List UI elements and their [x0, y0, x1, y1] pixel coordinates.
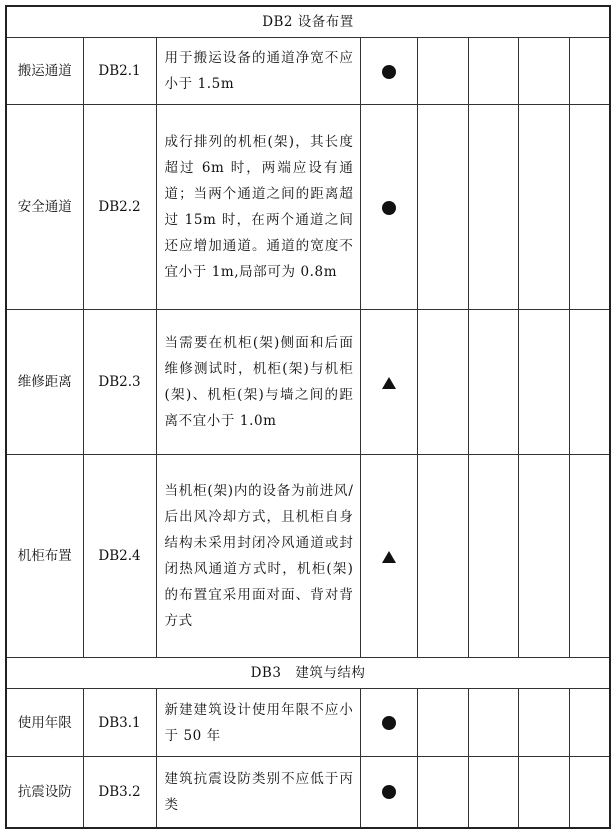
- empty-check-cell: [518, 38, 569, 105]
- section-title: DB2 设备布置: [6, 6, 610, 38]
- empty-check-cell: [569, 38, 610, 105]
- empty-check-cell: [569, 757, 610, 828]
- empty-check-cell: [468, 455, 518, 658]
- table-row: [6, 310, 610, 455]
- section-header-row: [6, 658, 610, 689]
- requirement-mark-cell: [360, 455, 417, 658]
- table-row: [6, 757, 610, 828]
- section-header-row: [6, 6, 610, 38]
- filled-circle-icon: [382, 785, 396, 799]
- document-page: [5, 5, 609, 830]
- requirement-mark-cell: [360, 689, 417, 757]
- empty-check-cell: [417, 38, 468, 105]
- item-code: DB2.3: [83, 310, 156, 455]
- empty-check-cell: [569, 689, 610, 757]
- requirements-table: [5, 5, 611, 829]
- item-description: 新建建筑设计使用年限不应小于 50 年: [156, 689, 360, 757]
- filled-circle-icon: [382, 201, 396, 215]
- item-description: 当机柜(架)内的设备为前进风/后出风冷却方式，且机柜自身结构未采用封闭冷风通道或封闭热风通道方式时，机柜(架)的布置宜采用面对面、背对背方式: [156, 455, 360, 658]
- empty-check-cell: [569, 105, 610, 310]
- requirement-mark-cell: [360, 38, 417, 105]
- empty-check-cell: [569, 455, 610, 658]
- requirement-mark-cell: [360, 757, 417, 828]
- empty-check-cell: [417, 455, 468, 658]
- empty-check-cell: [518, 689, 569, 757]
- table-body: [6, 6, 610, 828]
- empty-check-cell: [468, 689, 518, 757]
- empty-check-cell: [468, 757, 518, 828]
- empty-check-cell: [417, 689, 468, 757]
- empty-check-cell: [569, 310, 610, 455]
- item-name: 抗震设防: [6, 757, 83, 828]
- item-name: 搬运通道: [6, 38, 83, 105]
- item-code: DB2.4: [83, 455, 156, 658]
- table-row: [6, 455, 610, 658]
- table-row: [6, 105, 610, 310]
- item-description: 用于搬运设备的通道净宽不应小于 1.5m: [156, 38, 360, 105]
- table-row: [6, 689, 610, 757]
- item-code: DB3.2: [83, 757, 156, 828]
- empty-check-cell: [417, 310, 468, 455]
- filled-triangle-icon: [382, 377, 396, 389]
- empty-check-cell: [417, 757, 468, 828]
- empty-check-cell: [518, 310, 569, 455]
- empty-check-cell: [518, 455, 569, 658]
- item-description: 当需要在机柜(架)侧面和后面维修测试时，机柜(架)与机柜(架)、机柜(架)与墙之间的距离不宜小于 1.0m: [156, 310, 360, 455]
- item-code: DB2.1: [83, 38, 156, 105]
- empty-check-cell: [468, 310, 518, 455]
- section-title: DB3 建筑与结构: [6, 658, 610, 689]
- empty-check-cell: [518, 105, 569, 310]
- empty-check-cell: [468, 38, 518, 105]
- empty-check-cell: [518, 757, 569, 828]
- item-description: 成行排列的机柜(架)，其长度超过 6m 时，两端应设有通道；当两个通道之间的距离超过 15m 时，在两个通道之间还应增加通道。通道的宽度不宜小于 1m,局部可为 0.8m: [156, 105, 360, 310]
- filled-circle-icon: [382, 716, 396, 730]
- item-code: DB3.1: [83, 689, 156, 757]
- requirement-mark-cell: [360, 105, 417, 310]
- item-description: 建筑抗震设防类别不应低于丙类: [156, 757, 360, 828]
- item-name: 安全通道: [6, 105, 83, 310]
- item-name: 维修距离: [6, 310, 83, 455]
- item-code: DB2.2: [83, 105, 156, 310]
- filled-triangle-icon: [382, 551, 396, 563]
- item-name: 使用年限: [6, 689, 83, 757]
- empty-check-cell: [468, 105, 518, 310]
- empty-check-cell: [417, 105, 468, 310]
- requirement-mark-cell: [360, 310, 417, 455]
- table-row: [6, 38, 610, 105]
- item-name: 机柜布置: [6, 455, 83, 658]
- filled-circle-icon: [382, 65, 396, 79]
